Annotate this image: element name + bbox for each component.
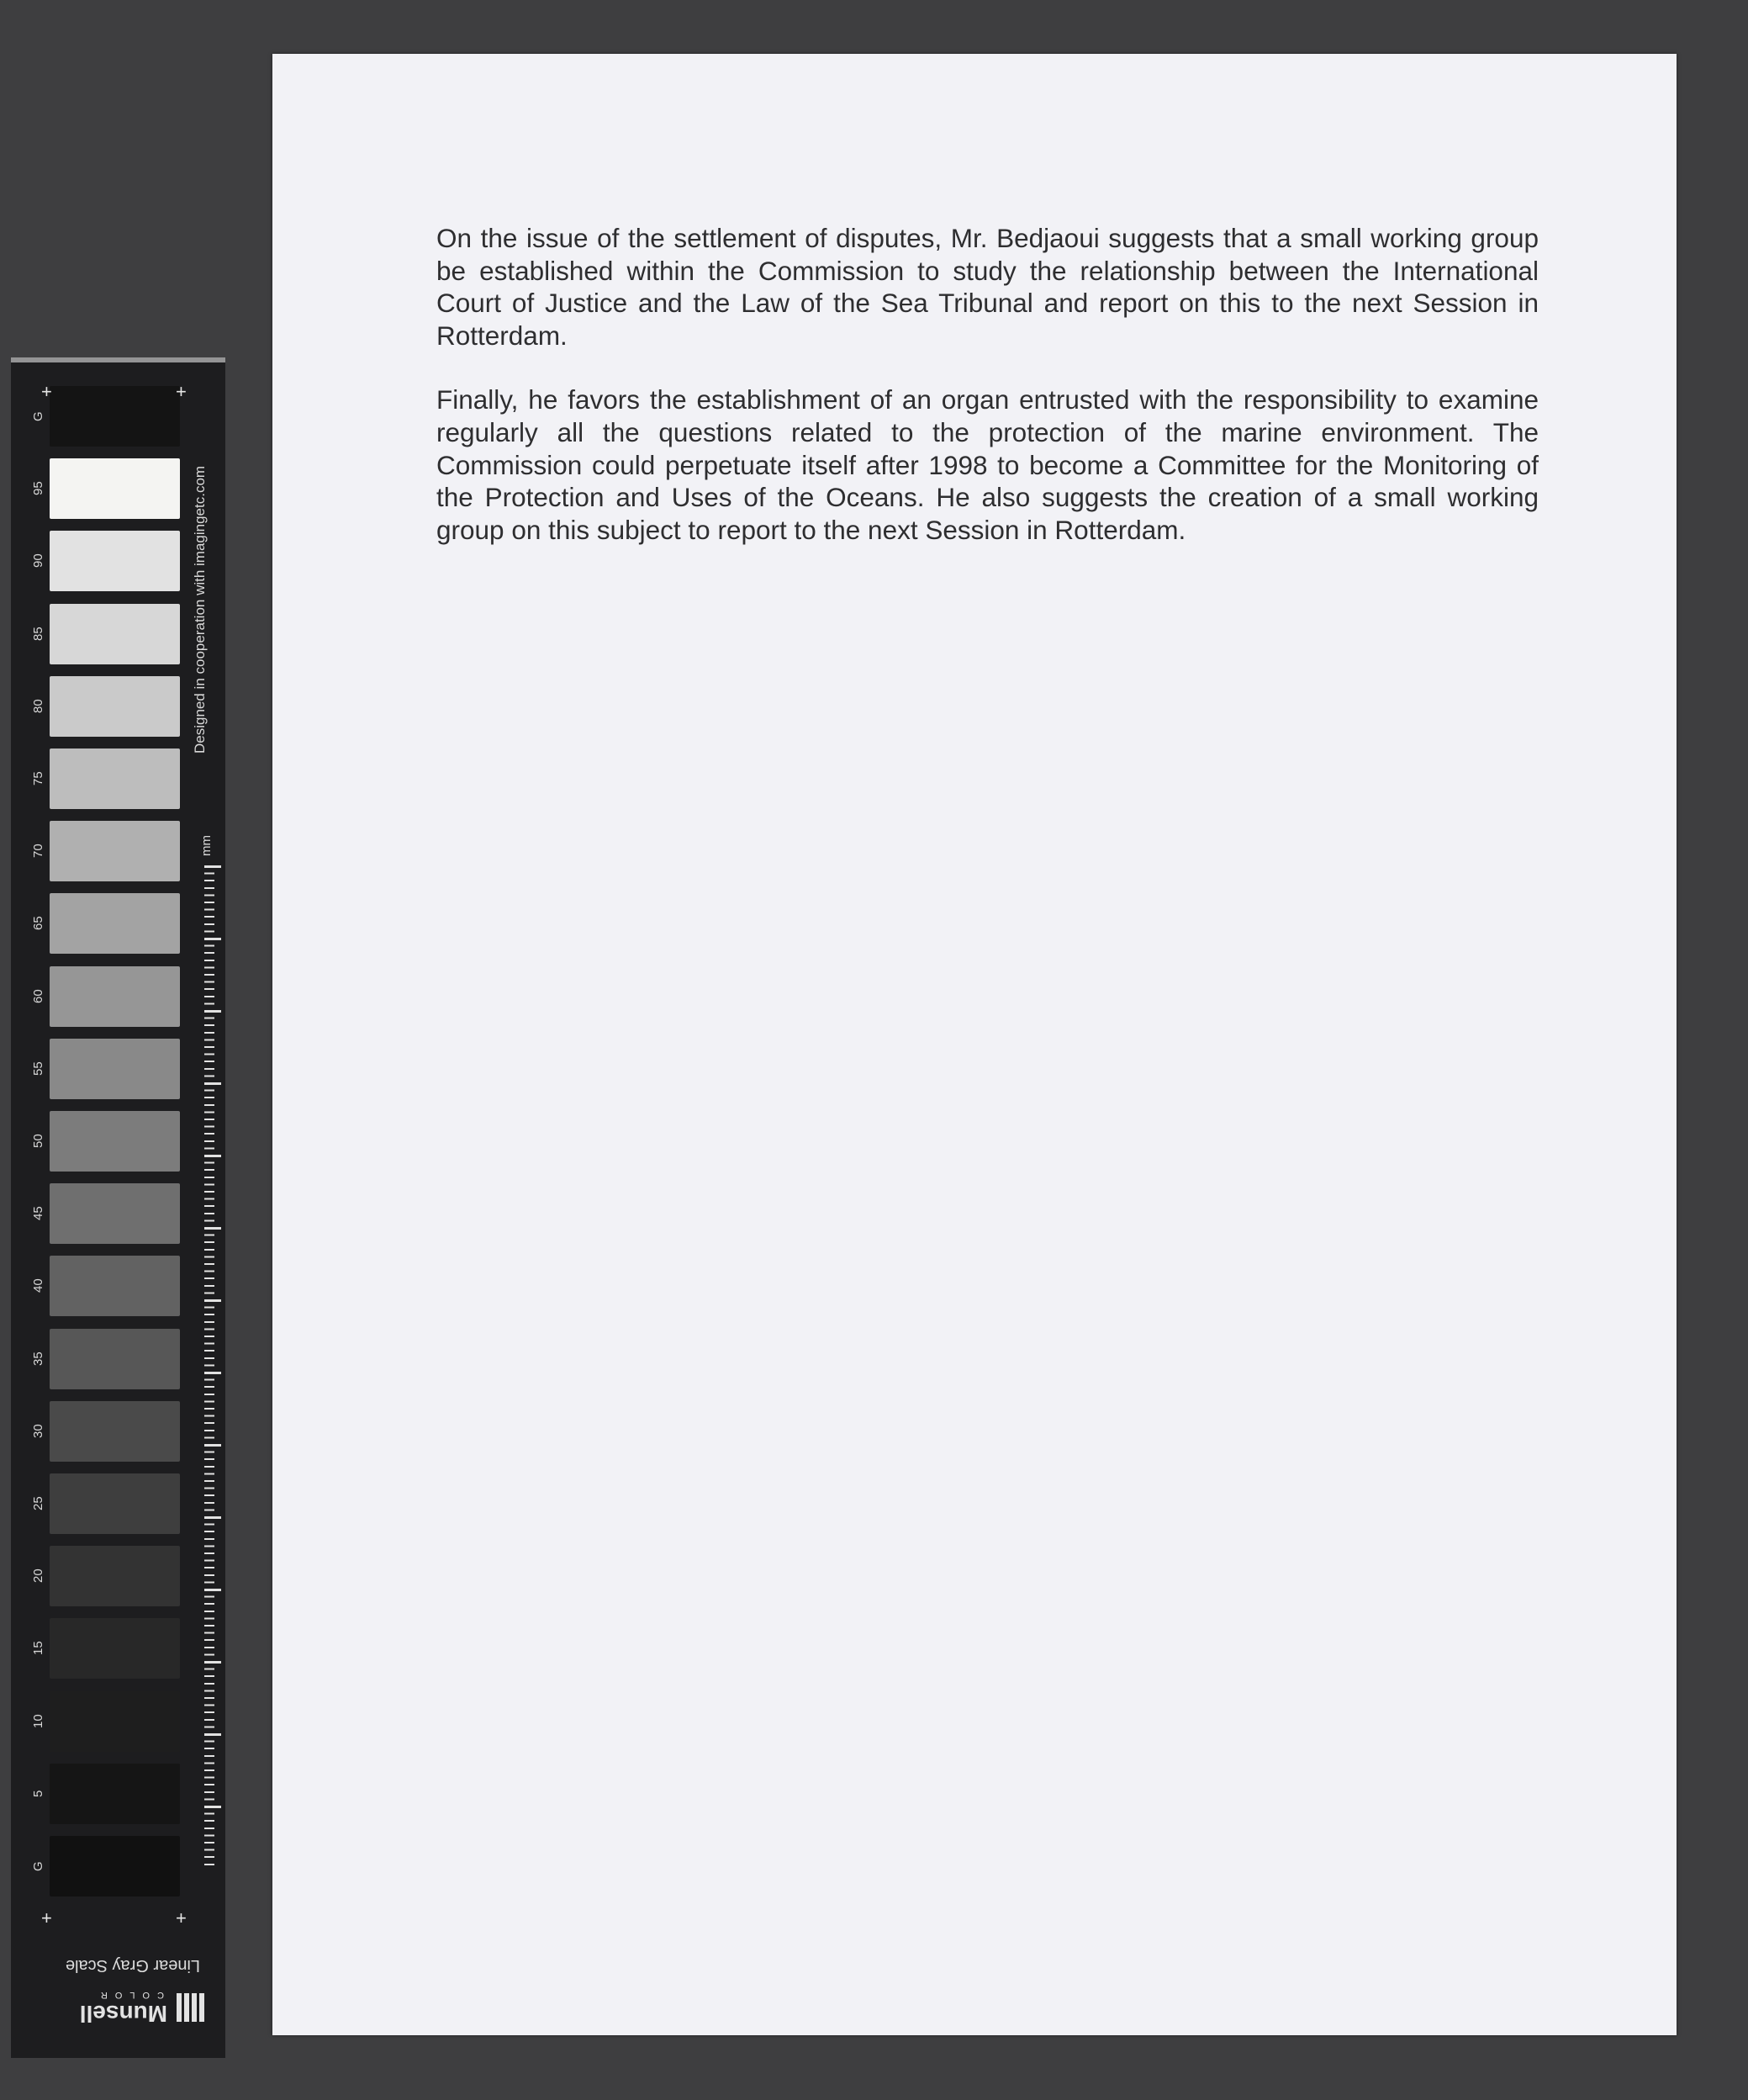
body-text xyxy=(436,222,1539,578)
patch-label: G xyxy=(31,411,45,421)
unit-label: mm xyxy=(199,835,214,856)
patch-label: 95 xyxy=(31,481,45,496)
patch-label: 45 xyxy=(31,1206,45,1221)
gray-patch xyxy=(50,458,180,519)
patch-label: 25 xyxy=(31,1496,45,1511)
patch-label: 30 xyxy=(31,1424,45,1439)
registration-mark: + xyxy=(41,381,52,402)
patch-label: 90 xyxy=(31,554,45,569)
card-edge xyxy=(11,357,225,362)
munsell-grid-icon xyxy=(176,1993,204,2022)
document-page xyxy=(272,54,1677,2035)
gray-patch xyxy=(50,1401,180,1462)
gray-patch xyxy=(50,1618,180,1679)
gray-patch xyxy=(50,748,180,809)
gray-patch xyxy=(50,1256,180,1316)
gray-patch xyxy=(50,1329,180,1389)
gray-patch xyxy=(50,1546,180,1606)
registration-mark: + xyxy=(176,1907,187,1928)
gray-patch xyxy=(50,1111,180,1172)
gray-patch xyxy=(50,1473,180,1534)
gray-patch xyxy=(50,1836,180,1896)
gray-patch xyxy=(50,1691,180,1752)
scale-title: Linear Gray Scale xyxy=(65,1956,201,1975)
gray-scale-card xyxy=(11,357,225,2058)
patch-label: 20 xyxy=(31,1568,45,1584)
gray-patch xyxy=(50,604,180,664)
patch-label: 50 xyxy=(31,1134,45,1149)
patch-label: 15 xyxy=(31,1642,45,1656)
patch-label: G xyxy=(31,1861,45,1871)
paragraph-1: On the issue of the settlement of disputes, Mr. Bedjaoui suggests that a small working group be established within the Commission to study the relationship between the International Court of Justice and the Law of the Sea Tribunal and report on this to the next Session in Rotterdam. xyxy=(436,223,1539,351)
patch-label: 85 xyxy=(31,627,45,641)
patch-label: 70 xyxy=(31,844,45,859)
patch-label: 10 xyxy=(31,1714,45,1728)
paragraph-2: Finally, he favors the establishment of an organ entrusted with the responsibility to examine regularly all the questions related to the protection of the marine environment. The Commission could perpetuate itself after 1998 to become a Committee for the Monitoring of the Protection and Uses of the Oceans. He also suggests the creation of a small working group on this subject to report to the next Session in Rotterdam. xyxy=(436,384,1539,545)
patch-label: 65 xyxy=(31,917,45,931)
registration-mark: + xyxy=(176,381,187,402)
brand-name: Munsell xyxy=(79,2001,167,2027)
gray-patch xyxy=(50,821,180,881)
patch-label: 55 xyxy=(31,1061,45,1076)
registration-mark: + xyxy=(41,1907,52,1928)
gray-patch xyxy=(50,966,180,1027)
brand-sub: COLOR xyxy=(92,1990,164,2000)
gray-patch xyxy=(50,1183,180,1244)
mm-ruler xyxy=(204,865,221,1870)
gray-patch xyxy=(50,676,180,737)
gray-patch xyxy=(50,386,180,447)
gray-patch xyxy=(50,893,180,954)
gray-patch xyxy=(50,1039,180,1099)
gray-patch xyxy=(50,1764,180,1824)
gray-patch xyxy=(50,531,180,591)
patch-label: 35 xyxy=(31,1352,45,1366)
patch-label: 5 xyxy=(31,1790,45,1797)
patch-label: 40 xyxy=(31,1279,45,1293)
patch-label: 75 xyxy=(31,771,45,786)
patch-label: 80 xyxy=(31,699,45,714)
munsell-logo xyxy=(61,1985,204,2029)
credit-text: Designed in cooperation with imagingetc.com xyxy=(192,465,208,754)
patch-label: 60 xyxy=(31,989,45,1003)
